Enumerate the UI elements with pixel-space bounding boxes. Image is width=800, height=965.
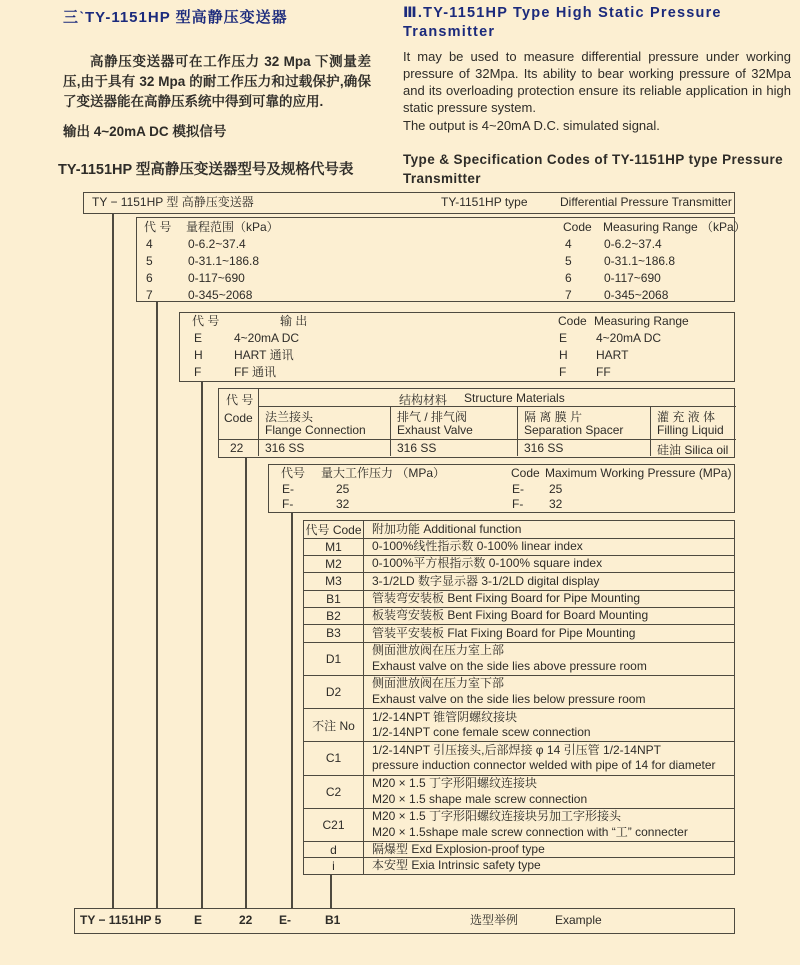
range-code-en: 6 bbox=[565, 271, 572, 285]
pressure-header-row bbox=[269, 466, 734, 482]
function-code: C21 bbox=[304, 809, 364, 841]
range-row bbox=[137, 270, 734, 287]
materials-col-en: Filling Liquid bbox=[657, 423, 724, 437]
intro-paragraph-en: It may be used to measure differential pressure under working pressure of 32Mpa. Its ability to bear working pressure of 32Mpa and its overloading protection ensure its reliable application in high static pressure system. bbox=[403, 49, 791, 115]
pressure-label-header-en: Maximum Working Pressure (MPa) bbox=[545, 466, 732, 480]
function-row bbox=[304, 642, 734, 675]
range-code-header-en: Code bbox=[563, 220, 592, 234]
function-desc: pressure induction connector welded with pipe of 14 for diameter bbox=[372, 758, 716, 773]
output-box bbox=[179, 312, 735, 382]
output-code: F bbox=[194, 365, 202, 379]
model-name-zh: TY − 1151HP 型 高静压变送器 bbox=[92, 195, 254, 209]
pressure-code-header-en: Code bbox=[511, 466, 540, 480]
materials-grid-line bbox=[517, 406, 518, 456]
function-code: B1 bbox=[304, 591, 364, 607]
function-desc: 侧面泄放阀在压力室上部 bbox=[372, 643, 505, 658]
model-type-en: TY-1151HP type bbox=[441, 195, 528, 209]
example-box bbox=[74, 908, 735, 934]
function-desc: 0-100%平方根指示数 0-100% square index bbox=[372, 556, 603, 571]
function-desc: 1/2-14NPT 引压接头,后部焊接 φ 14 引压管 1/2-14NPT bbox=[372, 742, 661, 757]
function-row bbox=[304, 607, 734, 624]
function-code: i bbox=[304, 858, 364, 874]
function-row bbox=[304, 708, 734, 741]
output-code-en: F bbox=[559, 365, 567, 379]
output-code: E bbox=[194, 331, 203, 345]
range-row bbox=[137, 253, 734, 270]
table-title-en: Type & Specification Codes of TY-1151HP type Pressure Transmitter bbox=[403, 152, 784, 186]
output-note-en: The output is 4~20mA D.C. simulated signal. bbox=[403, 118, 660, 133]
connector-line-materials bbox=[245, 458, 247, 908]
function-code: B3 bbox=[304, 625, 364, 641]
connector-line-pressure bbox=[291, 513, 293, 908]
materials-code-header-zh: 代 号 bbox=[226, 393, 254, 407]
range-value: 0-117~690 bbox=[188, 271, 245, 285]
output-value-zh: HART 通讯 bbox=[234, 348, 294, 362]
function-desc: M20 × 1.5 shape male screw connection bbox=[372, 791, 588, 806]
output-row bbox=[180, 347, 734, 364]
range-value-en: 0-345~2068 bbox=[604, 288, 669, 302]
function-row bbox=[304, 741, 734, 774]
output-code-header-en: Code bbox=[558, 314, 587, 328]
model-header-box bbox=[83, 192, 735, 214]
output-code: H bbox=[194, 348, 203, 362]
range-value-en: 0-31.1~186.8 bbox=[604, 254, 676, 268]
example-function-code: B1 bbox=[325, 913, 341, 927]
range-code: 5 bbox=[146, 254, 153, 268]
range-value: 0-345~2068 bbox=[188, 288, 253, 302]
functions-box bbox=[303, 520, 735, 875]
intro-paragraph-zh: 高静压变送器可在工作压力 32 Mpa 下测量差压,由于具有 32 Mpa 的耐工作压力和过载保护,确保了变送器能在高静压系统中得到可靠的应用. bbox=[63, 54, 371, 109]
function-desc: M20 × 1.5 丁字形阳螺纹连接块 bbox=[372, 776, 538, 791]
output-value-en: FF bbox=[596, 365, 611, 379]
function-desc: 隔爆型 Exd Explosion-proof type bbox=[372, 841, 545, 856]
function-code: C1 bbox=[304, 742, 364, 774]
connector-line-model bbox=[112, 213, 114, 908]
pressure-code-header-zh: 代号 bbox=[281, 466, 306, 480]
range-code: 7 bbox=[146, 288, 153, 302]
range-code-en: 5 bbox=[565, 254, 572, 268]
measuring-range-box bbox=[136, 217, 746, 302]
output-code-en: H bbox=[559, 348, 568, 362]
range-code: 6 bbox=[146, 271, 153, 285]
materials-row-code: 22 bbox=[230, 441, 244, 455]
materials-grid-line bbox=[650, 406, 651, 456]
function-desc: 1/2-14NPT cone female scew connection bbox=[372, 725, 591, 740]
materials-col-en: Separation Spacer bbox=[524, 423, 624, 437]
materials-col-zh: 法兰接头 bbox=[265, 410, 314, 424]
range-value: 0-6.2~37.4 bbox=[188, 237, 246, 251]
range-row bbox=[137, 287, 734, 304]
connector-line-output bbox=[201, 382, 203, 908]
function-row bbox=[304, 590, 734, 607]
materials-grid-line bbox=[258, 389, 259, 456]
function-row bbox=[304, 572, 734, 589]
pressure-value-en: 25 bbox=[549, 481, 563, 496]
function-row bbox=[304, 808, 734, 841]
output-label-header-en: Measuring Range bbox=[594, 314, 689, 328]
function-row bbox=[304, 857, 734, 874]
function-desc: 管装弯安装板 Bent Fixing Board for Pipe Mounting bbox=[372, 591, 641, 605]
function-code: B2 bbox=[304, 608, 364, 624]
function-desc: 0-100%线性指示数 0-100% linear index bbox=[372, 538, 583, 553]
function-desc: 1/2-14NPT 锥管阴螺纹接块 bbox=[372, 709, 518, 724]
pressure-code: F- bbox=[282, 497, 294, 511]
function-desc: 侧面泄放阀在压力室下部 bbox=[372, 676, 505, 691]
range-code-en: 4 bbox=[565, 237, 572, 251]
output-code-en: E bbox=[559, 331, 568, 345]
section-title-en: Ⅲ.TY-1151HP Type High Static Pressure Transmitter bbox=[403, 5, 722, 40]
function-desc: M20 × 1.5 丁字形阳螺纹连接块另加工字形接头 bbox=[372, 809, 622, 824]
materials-grid-line bbox=[219, 439, 736, 440]
function-desc: M20 × 1.5shape male screw connection with “工” connecter bbox=[372, 824, 688, 839]
pressure-value: 32 bbox=[336, 497, 350, 511]
range-value: 0-31.1~186.8 bbox=[188, 254, 260, 268]
materials-col-zh: 隔 离 膜 片 bbox=[524, 410, 583, 424]
functions-header-row bbox=[304, 521, 734, 538]
pressure-code-en: F- bbox=[512, 497, 524, 511]
example-pressure-code: E- bbox=[279, 913, 291, 927]
function-code: D1 bbox=[304, 643, 364, 675]
function-row bbox=[304, 841, 734, 858]
range-header-row bbox=[137, 219, 746, 236]
function-desc: 板装弯安装板 Bent Fixing Board for Board Mounting bbox=[372, 608, 649, 623]
range-label-header-zh: 量程范围（kPa） bbox=[186, 220, 279, 234]
pressure-row bbox=[269, 482, 734, 498]
materials-row-value: 硅油 Silica oil bbox=[657, 443, 729, 457]
example-materials-code: 22 bbox=[239, 913, 253, 927]
function-desc: Exhaust valve on the side lies above pressure room bbox=[372, 658, 647, 673]
materials-row-value: 316 SS bbox=[265, 441, 305, 455]
output-row bbox=[180, 364, 734, 381]
range-code-en: 7 bbox=[565, 288, 572, 302]
materials-header-en: Structure Materials bbox=[464, 391, 565, 405]
function-code: D2 bbox=[304, 676, 364, 708]
function-row bbox=[304, 775, 734, 808]
pressure-value: 25 bbox=[336, 481, 350, 496]
pressure-value-en: 32 bbox=[549, 497, 563, 511]
function-code: M2 bbox=[304, 556, 364, 572]
range-value-en: 0-6.2~37.4 bbox=[604, 237, 662, 251]
materials-grid-line bbox=[258, 406, 736, 407]
function-desc: 3-1/2LD 数字显示器 3-1/2LD digital display bbox=[372, 573, 600, 588]
pressure-box bbox=[268, 464, 735, 513]
output-row bbox=[180, 330, 734, 347]
function-row bbox=[304, 538, 734, 555]
range-label-header-en: Measuring Range （kPa） bbox=[603, 220, 746, 234]
example-output-code: E bbox=[194, 913, 203, 927]
range-row bbox=[137, 236, 734, 253]
output-value-zh: 4~20mA DC bbox=[234, 331, 300, 345]
output-header-row bbox=[180, 313, 734, 330]
materials-code-header-en: Code bbox=[224, 411, 253, 425]
materials-col-zh: 灌 充 液 体 bbox=[657, 410, 716, 424]
functions-code-header: 代号 Code bbox=[304, 521, 364, 538]
function-code: 不注 No bbox=[304, 709, 364, 741]
function-code: C2 bbox=[304, 776, 364, 808]
output-code-header-zh: 代 号 bbox=[192, 314, 220, 328]
materials-col-en: Flange Connection bbox=[265, 423, 366, 437]
connector-line-functions bbox=[330, 874, 332, 908]
output-note-zh: 输出 4~20mA DC 模拟信号 bbox=[63, 124, 227, 139]
function-row bbox=[304, 555, 734, 572]
output-value-en: 4~20mA DC bbox=[596, 331, 662, 345]
materials-header-zh: 结构材料 bbox=[399, 393, 448, 407]
materials-row-value: 316 SS bbox=[397, 441, 437, 455]
range-code-header-zh: 代 号 bbox=[144, 220, 172, 234]
pressure-code: E- bbox=[282, 481, 294, 496]
pressure-code-en: E- bbox=[512, 481, 524, 496]
section-title-zh: 三ˋTY-1151HP 型高静压变送器 bbox=[63, 9, 288, 26]
output-label-header-zh: 输 出 bbox=[280, 314, 308, 328]
function-desc: 本安型 Exia Intrinsic safety type bbox=[372, 858, 541, 873]
materials-grid-line bbox=[390, 406, 391, 456]
model-name-en: Differential Pressure Transmitter bbox=[560, 195, 732, 209]
output-value-en: HART bbox=[596, 348, 629, 362]
materials-box bbox=[218, 388, 735, 458]
example-model: TY − 1151HP 5 bbox=[80, 913, 162, 927]
example-label-zh: 选型举例 bbox=[470, 913, 519, 927]
connector-line-range bbox=[156, 302, 158, 908]
function-desc: Exhaust valve on the side lies below pressure room bbox=[372, 691, 646, 706]
range-value-en: 0-117~690 bbox=[604, 271, 661, 285]
function-code: M1 bbox=[304, 539, 364, 555]
function-code: d bbox=[304, 842, 364, 858]
materials-col-en: Exhaust Valve bbox=[397, 423, 473, 437]
materials-col-zh: 排气 / 排气阀 bbox=[397, 410, 468, 424]
pressure-label-header-zh: 量大工作压力 （MPa） bbox=[321, 466, 446, 480]
output-value-zh: FF 通讯 bbox=[234, 365, 276, 379]
function-row bbox=[304, 624, 734, 641]
function-desc: 管装平安装板 Flat Fixing Board for Pipe Mounting bbox=[372, 625, 636, 640]
function-code: M3 bbox=[304, 573, 364, 589]
table-title-zh: TY-1151HP 型高静压变送器型号及规格代号表 bbox=[58, 162, 354, 178]
function-row bbox=[304, 675, 734, 708]
functions-label-header: 附加功能 Additional function bbox=[372, 521, 522, 536]
example-label-en: Example bbox=[555, 913, 602, 927]
pressure-row bbox=[269, 497, 734, 513]
materials-row-value: 316 SS bbox=[524, 441, 564, 455]
range-code: 4 bbox=[146, 237, 153, 251]
